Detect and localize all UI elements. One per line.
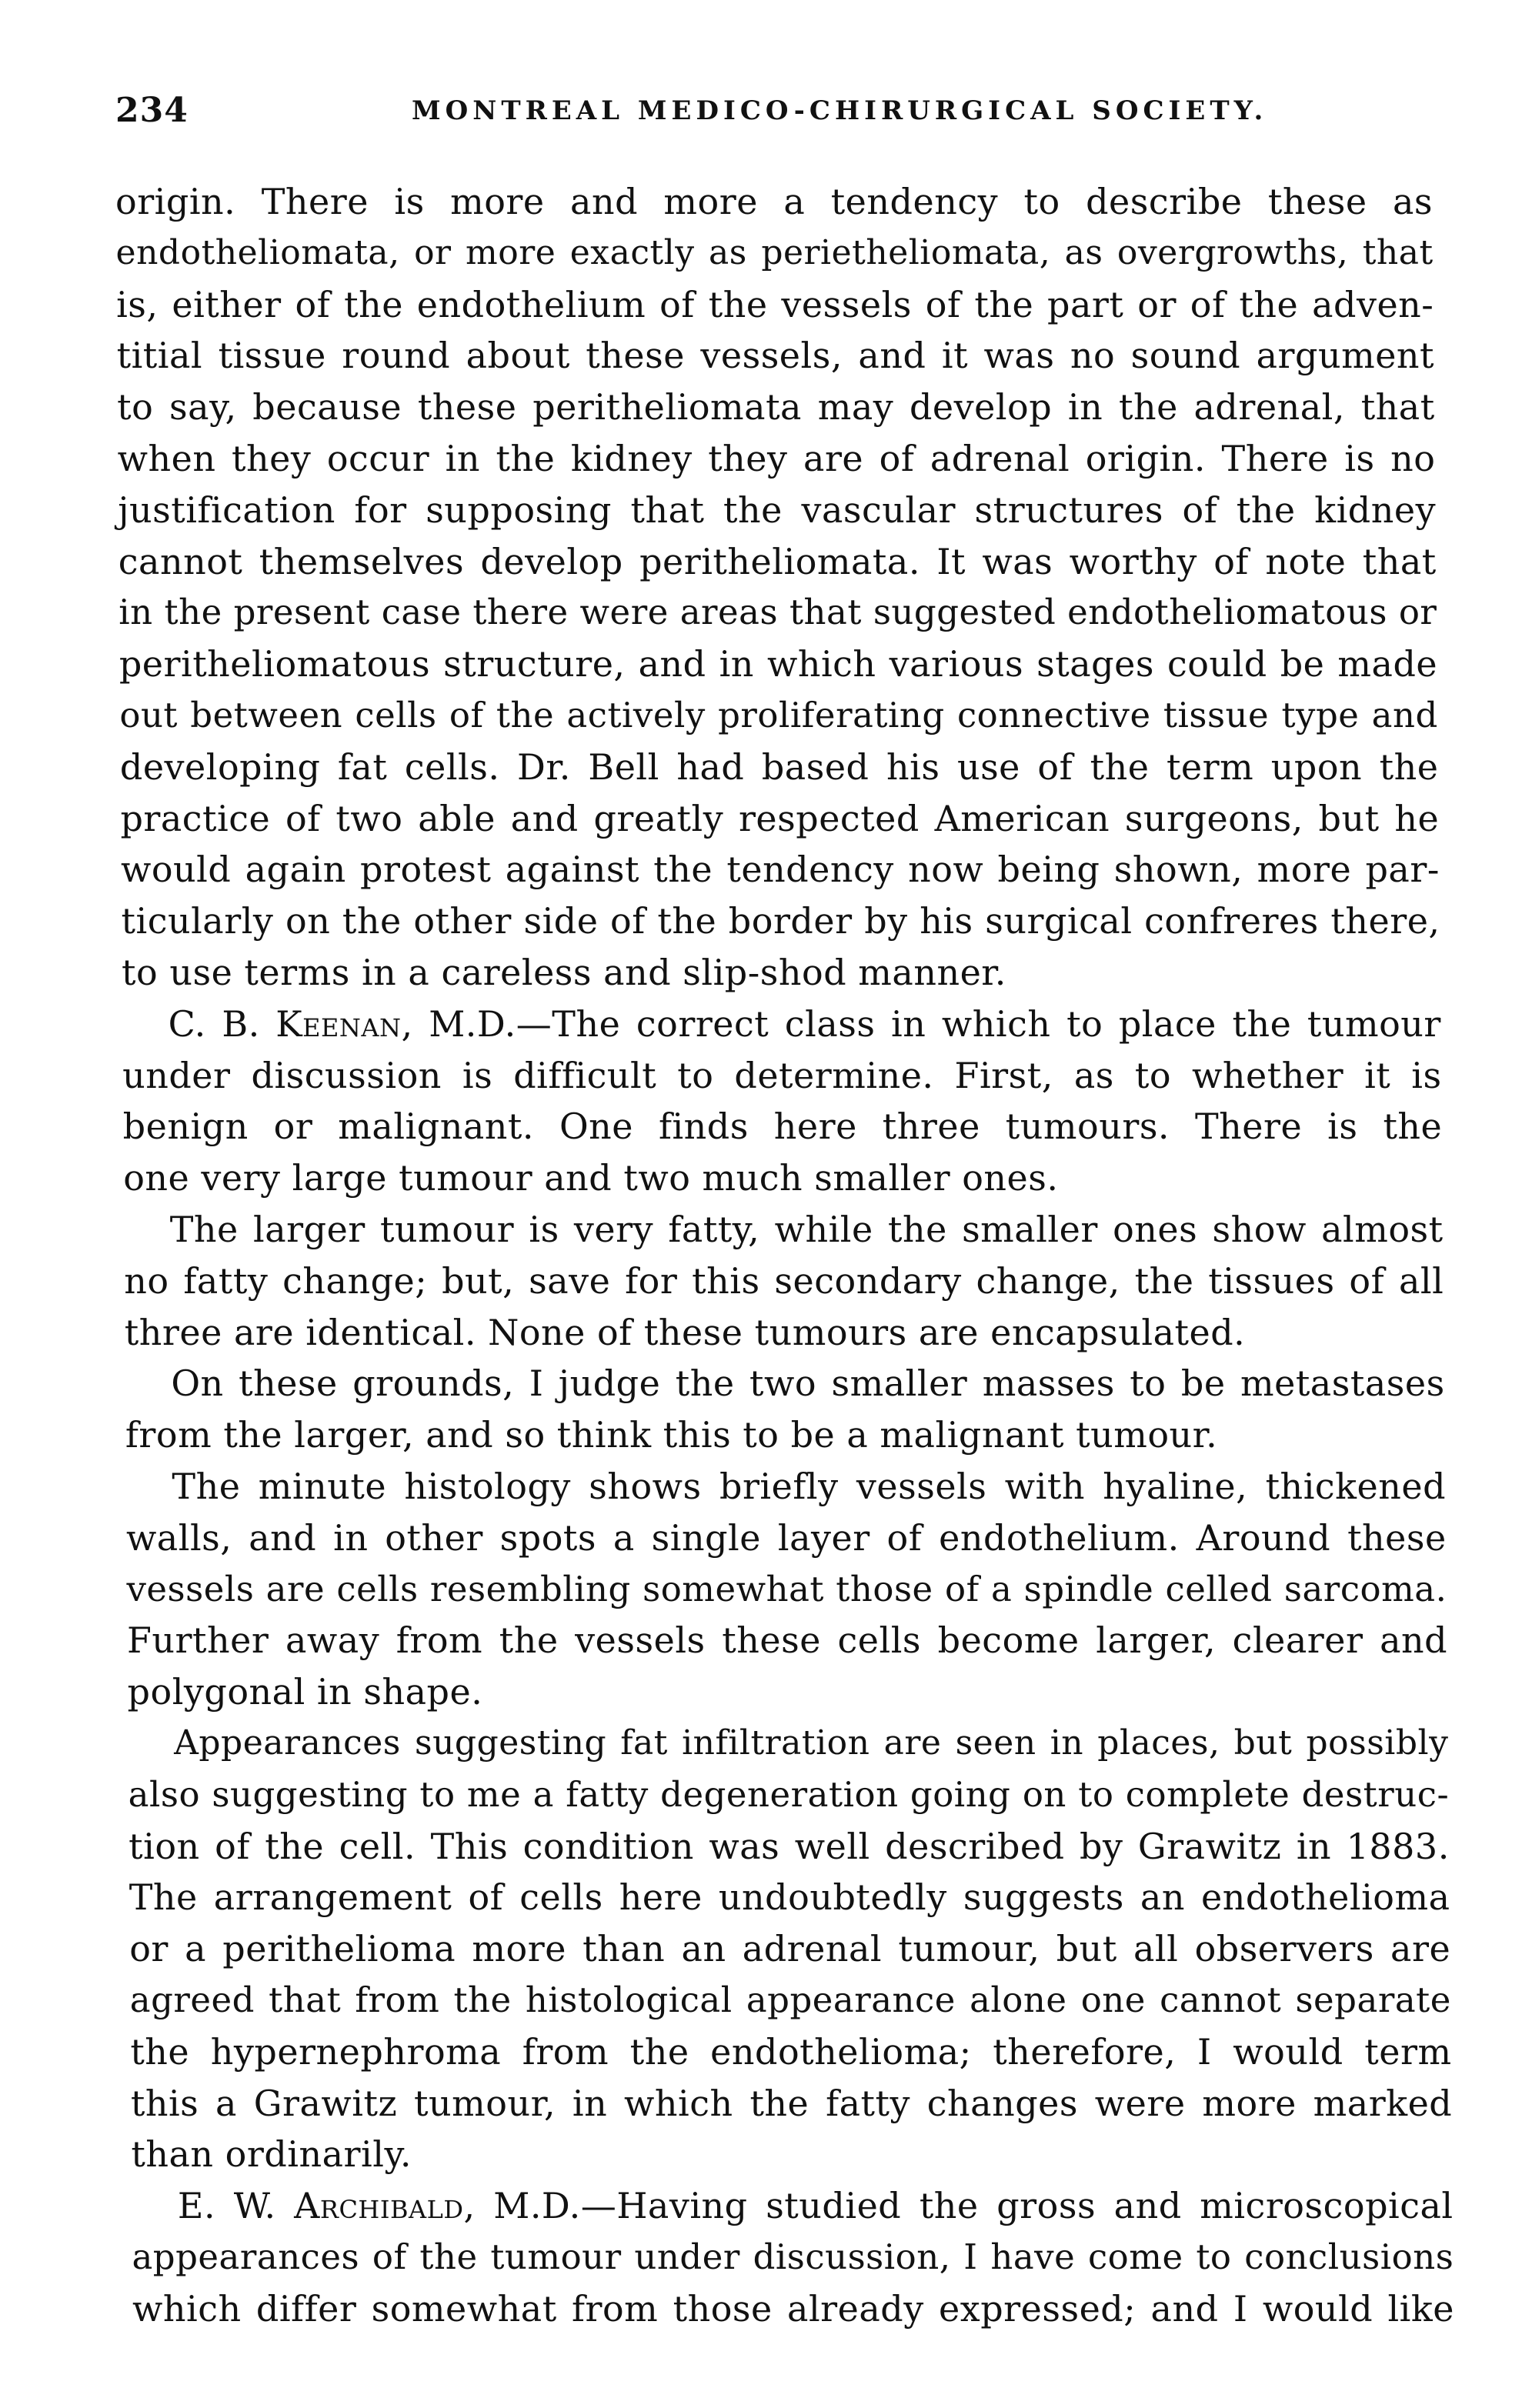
text-line: Further away from the vessels these cells become larger, clearer and bbox=[127, 1619, 1448, 1662]
text-line: this a Grawitz tumour, in which the fatty changes were more marked bbox=[130, 2082, 1453, 2124]
text-line: out between cells of the actively proliferating connective tissue type and bbox=[119, 695, 1438, 735]
text-line: origin. There is more and more a tendency to describe these as bbox=[115, 181, 1433, 222]
text-line: in the present case there were areas that suggested endotheliomatous or bbox=[118, 592, 1437, 633]
speaker-remark: —Having studied the gross and microscopical bbox=[580, 2185, 1454, 2227]
text-line: The arrangement of cells here undoubtedly suggests an endothelioma bbox=[129, 1876, 1450, 1919]
text-line bbox=[169, 1001, 1441, 1047]
text-line: no fatty change; but, save for this secondary change, the tissues of all bbox=[124, 1259, 1444, 1302]
text-line: also suggesting to me a fatty degeneration going on to complete destruc- bbox=[128, 1773, 1450, 1815]
text-line: justification for supposing that the vascular structures of the kidney bbox=[118, 489, 1437, 531]
text-line: practice of two able and greatly respected American surgeons, but he bbox=[120, 797, 1440, 839]
text-line: polygonal in shape. bbox=[127, 1671, 483, 1713]
text-line: peritheliomatous structure, and in which various stages could be made bbox=[118, 643, 1438, 685]
text-line: than ordinarily. bbox=[131, 2133, 412, 2176]
text-line: titial tissue round about these vessels, and it was no sound argument bbox=[116, 335, 1435, 377]
text-line: benign or malignant. One finds here three tumours. There is the bbox=[122, 1106, 1443, 1148]
text-line: vessels are cells resembling somewhat those of a spindle celled sarcoma. bbox=[126, 1568, 1447, 1609]
text-line: to say, because these peritheliomata may develop in the adrenal, that bbox=[117, 386, 1435, 429]
text-line: which differ somewhat from those already expressed; and I would like bbox=[132, 2287, 1454, 2330]
text-line: or a perithelioma more than an adrenal tumour, but all observers are bbox=[129, 1928, 1451, 1970]
text-line: Appearances suggesting fat infiltration are seen in places, but possibly bbox=[174, 1723, 1449, 1763]
text-line: three are identical. None of these tumours are encapsulated. bbox=[124, 1311, 1246, 1353]
page-number: 234 bbox=[115, 91, 189, 130]
text-line: from the larger, and so think this to be a malignant tumour. bbox=[125, 1414, 1218, 1456]
running-header bbox=[115, 91, 1439, 129]
text-line: to use terms in a careless and slip-shod manner. bbox=[122, 952, 1006, 993]
text-line: The larger tumour is very fatty, while the smaller ones show almost bbox=[169, 1209, 1444, 1250]
text-line: walls, and in other spots a single layer of endothelium. Around these bbox=[125, 1516, 1447, 1559]
text-line: one very large tumour and two much smaller ones. bbox=[123, 1157, 1059, 1199]
speaker-name: C. B. Keenan, M.D. bbox=[168, 1002, 516, 1045]
text-line: under discussion is difficult to determine. First, as to whether it is bbox=[122, 1054, 1442, 1096]
text-line: The minute histology shows briefly vessels with hyaline, thickened bbox=[172, 1466, 1447, 1507]
text-line: On these grounds, I judge the two smaller masses to be metastases bbox=[171, 1362, 1445, 1405]
text-line: is, either of the endothelium of the vessels of the part or of the adven- bbox=[116, 283, 1434, 325]
speaker-name: E. W. Archibald, M.D. bbox=[177, 2185, 581, 2227]
text-line: ticularly on the other side of the border by his surgical confreres there, bbox=[121, 900, 1440, 942]
text-line: would again protest against the tendency now being shown, more par- bbox=[120, 849, 1440, 891]
text-line: the hypernephroma from the endothelioma; therefore, I would term bbox=[130, 2030, 1452, 2073]
text-line: appearances of the tumour under discussion, I have come to conclusions bbox=[132, 2236, 1454, 2277]
text-line: endotheliomata, or more exactly as perietheliomata, as overgrowths, that bbox=[115, 232, 1434, 272]
text-line: agreed that from the histological appearance alone one cannot separate bbox=[129, 1979, 1451, 2020]
running-title: MONTREAL MEDICO-CHIRURGICAL SOCIETY. bbox=[412, 95, 1268, 126]
text-line: tion of the cell. This condition was well described by Grawitz in 1883. bbox=[129, 1825, 1450, 1867]
speaker-remark: —The correct class in which to place the tumour bbox=[516, 1002, 1441, 1045]
text-line: developing fat cells. Dr. Bell had based his use of the term upon the bbox=[119, 745, 1439, 788]
text-line: when they occur in the kidney they are of adrenal origin. There is no bbox=[117, 438, 1436, 479]
text-line: cannot themselves develop peritheliomata. It was worthy of note that bbox=[118, 540, 1437, 582]
text-line bbox=[178, 2183, 1454, 2229]
